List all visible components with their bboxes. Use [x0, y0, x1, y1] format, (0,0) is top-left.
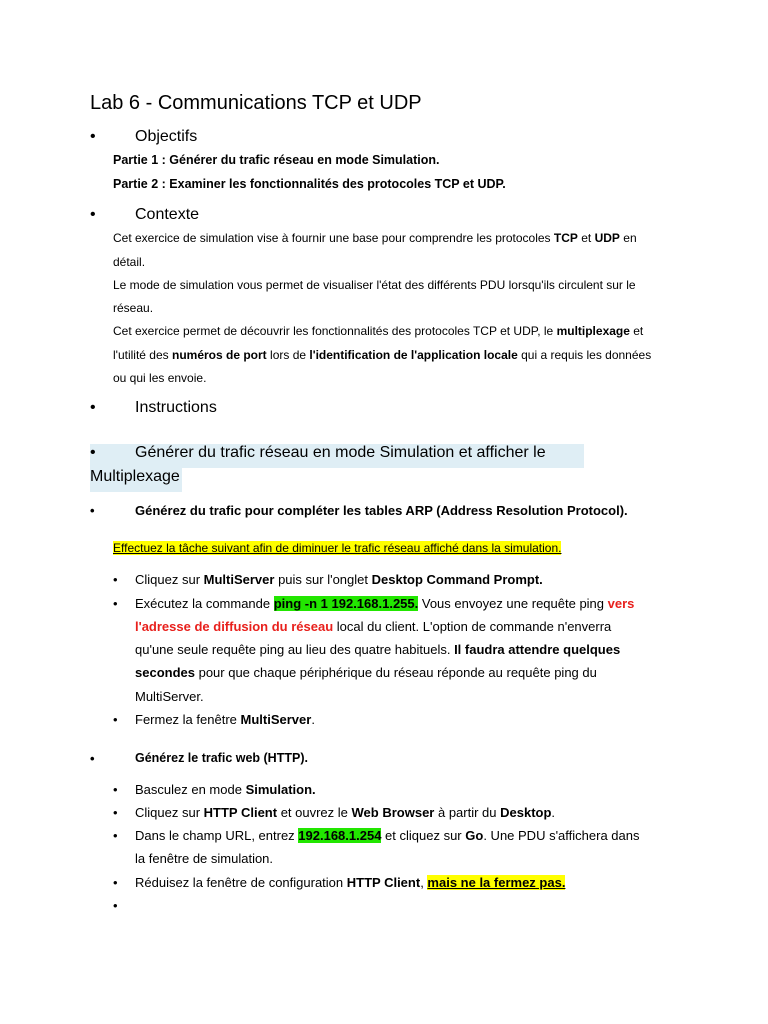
text-run: .	[551, 805, 556, 820]
list-item-continued	[135, 642, 620, 657]
list-item-continued	[135, 665, 597, 680]
text-run: et ouvrez le	[277, 805, 352, 820]
context-line: réseau.	[113, 301, 154, 315]
text-run: Desktop	[500, 805, 552, 820]
text-run: HTTP Client	[346, 875, 421, 890]
text-run: pour que chaque périphérique du réseau réponde au requête ping du	[194, 665, 597, 680]
text-run: local du client. L'option de commande n'enverra	[333, 619, 612, 634]
bullet: •	[90, 399, 96, 416]
list-item-continued: MultiServer.	[135, 689, 204, 704]
text-run: numéros de port	[172, 348, 267, 362]
list-item	[135, 828, 639, 843]
bullet: •	[113, 805, 118, 820]
heading-objectifs: Objectifs	[135, 128, 198, 145]
list-item-continued	[135, 619, 611, 634]
text-run: . Une PDU s'affichera dans	[483, 828, 640, 843]
text-run: en	[619, 231, 637, 245]
text-run: Cet exercice permet de découvrir les fonctionnalités des protocoles TCP et UDP, le	[113, 324, 557, 338]
text-run: l'identification de l'application locale	[309, 348, 518, 362]
text-run: et	[577, 231, 595, 245]
text-run: l'utilité des	[113, 348, 172, 362]
list-item-continued: la fenêtre de simulation.	[135, 851, 274, 866]
text-run: Vous envoyez une requête ping	[418, 596, 608, 611]
text-run: TCP	[553, 231, 578, 245]
arp-heading: Générez du trafic pour compléter les tables ARP (Address Resolution Protocol).	[135, 503, 628, 518]
bullet: •	[90, 444, 96, 461]
http-heading: Générez le trafic web (HTTP).	[135, 751, 308, 765]
red-emphasis: l'adresse de diffusion du réseau	[135, 619, 334, 634]
text-run: Cliquez sur	[135, 805, 204, 820]
section-heading-line2: Multiplexage	[90, 468, 182, 492]
text-run: Simulation.	[245, 782, 316, 797]
list-item	[135, 712, 315, 727]
context-line: Le mode de simulation vous permet de visualiser l'état des différents PDU lorsqu'ils circulent sur le	[113, 278, 636, 292]
text-run: secondes	[135, 665, 195, 680]
bullet: •	[90, 503, 95, 518]
bullet: •	[90, 128, 96, 145]
list-item	[135, 596, 634, 611]
text-run: Dans le champ URL, entrez	[135, 828, 299, 843]
url-highlight: 192.168.1.254	[298, 828, 382, 843]
text-run: qui a requis les données	[517, 348, 652, 362]
bullet: •	[113, 828, 118, 843]
text-run: qu'une seule requête ping au lieu des quatre habituels.	[135, 642, 455, 657]
bullet: •	[113, 782, 118, 797]
text-run: et cliquez sur	[381, 828, 466, 843]
text-run: Cliquez sur	[135, 572, 204, 587]
objective-part1: Partie 1 : Générer du trafic réseau en mode Simulation.	[113, 153, 440, 167]
text-run: Desktop Command Prompt.	[371, 572, 543, 587]
command-highlight: ping -n 1 192.168.1.255.	[273, 596, 419, 611]
text-run: Réduisez la fenêtre de configuration	[135, 875, 347, 890]
list-item	[135, 805, 555, 820]
text-run: Web Browser	[351, 805, 435, 820]
text-run: Il faudra attendre quelques	[454, 642, 621, 657]
text-run: Basculez en mode	[135, 782, 246, 797]
bullet: •	[113, 712, 118, 727]
text-run: MultiServer	[240, 712, 312, 727]
section-heading	[90, 444, 584, 468]
bullet: •	[113, 572, 118, 587]
page-title: Lab 6 - Communications TCP et UDP	[90, 92, 422, 114]
heading-contexte: Contexte	[135, 206, 200, 223]
context-line	[113, 227, 637, 250]
bullet: •	[90, 206, 96, 223]
text-run: à partir du	[434, 805, 501, 820]
bullet: •	[113, 898, 118, 913]
text-run: HTTP Client	[203, 805, 278, 820]
context-line: ou qui les envoie.	[113, 371, 207, 385]
bullet: •	[90, 751, 95, 766]
text-run: puis sur l'onglet	[274, 572, 372, 587]
list-item	[135, 875, 565, 890]
bullet: •	[113, 875, 118, 890]
list-item	[135, 782, 316, 797]
text-run: lors de	[266, 348, 310, 362]
objective-part2: Partie 2 : Examiner les fonctionnalités des protocoles TCP et UDP.	[113, 177, 506, 191]
text-run: multiplexage	[556, 324, 630, 338]
heading-instructions: Instructions	[135, 399, 217, 416]
text-run: Go	[465, 828, 484, 843]
context-line: détail.	[113, 255, 146, 269]
note-highlight: Effectuez la tâche suivant afin de diminuer le trafic réseau affiché dans la simulation.	[113, 541, 562, 555]
yellow-highlight: mais ne la fermez pas.	[427, 875, 566, 890]
section-heading-line1: Générer du trafic réseau en mode Simulation et afficher le	[135, 444, 546, 461]
red-emphasis: vers	[607, 596, 635, 611]
text-run: Exécutez la commande	[135, 596, 274, 611]
context-line	[113, 344, 651, 367]
text-run: ,	[420, 875, 428, 890]
list-item	[135, 572, 543, 587]
text-run: Cet exercice de simulation vise à fournir une base pour comprendre les protocoles	[113, 231, 554, 245]
bullet: •	[113, 596, 118, 611]
context-line	[113, 320, 643, 343]
text-run: MultiServer	[203, 572, 275, 587]
text-run: Fermez la fenêtre	[135, 712, 241, 727]
text-run: .	[311, 712, 315, 727]
text-run: et	[629, 324, 644, 338]
text-run: UDP	[594, 231, 620, 245]
